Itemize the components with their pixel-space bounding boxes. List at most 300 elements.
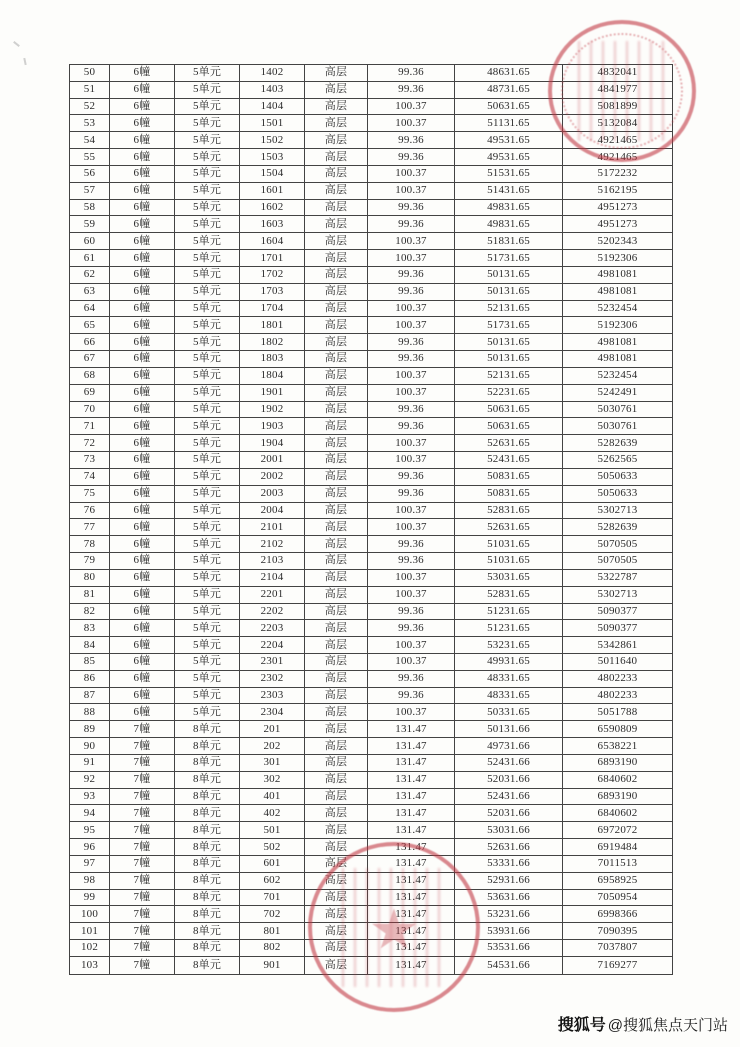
building-cell: 6幢 <box>110 149 175 166</box>
unit-cell: 5单元 <box>175 216 240 233</box>
building-cell: 6幢 <box>110 503 175 520</box>
type-cell: 高层 <box>305 385 368 402</box>
unit-price-cell: 49531.65 <box>455 132 563 149</box>
serial-cell: 100 <box>70 906 110 923</box>
room-cell: 1604 <box>240 233 305 250</box>
room-cell: 1701 <box>240 250 305 267</box>
building-cell: 6幢 <box>110 536 175 553</box>
type-cell: 高层 <box>305 822 368 839</box>
price-table-body <box>70 65 672 974</box>
area-cell: 100.37 <box>368 637 455 654</box>
serial-cell: 99 <box>70 890 110 907</box>
unit-price-cell: 52031.66 <box>455 805 563 822</box>
unit-price-cell: 51431.65 <box>455 183 563 200</box>
total-price-cell: 5192306 <box>563 250 672 267</box>
room-cell: 1504 <box>240 166 305 183</box>
type-cell: 高层 <box>305 200 368 217</box>
table-row <box>70 570 672 587</box>
area-cell: 99.36 <box>368 486 455 503</box>
unit-cell: 5单元 <box>175 418 240 435</box>
room-cell: 202 <box>240 738 305 755</box>
unit-price-cell: 48331.65 <box>455 688 563 705</box>
room-cell: 1601 <box>240 183 305 200</box>
total-price-cell: 5090377 <box>563 604 672 621</box>
type-cell: 高层 <box>305 536 368 553</box>
building-cell: 6幢 <box>110 115 175 132</box>
type-cell: 高层 <box>305 587 368 604</box>
type-cell: 高层 <box>305 166 368 183</box>
unit-price-cell: 51731.65 <box>455 250 563 267</box>
unit-cell: 5单元 <box>175 385 240 402</box>
area-cell: 131.47 <box>368 839 455 856</box>
unit-cell: 5单元 <box>175 82 240 99</box>
serial-cell: 73 <box>70 452 110 469</box>
unit-cell: 5单元 <box>175 65 240 82</box>
unit-price-cell: 53031.65 <box>455 570 563 587</box>
room-cell: 1902 <box>240 402 305 419</box>
unit-price-cell: 50631.65 <box>455 99 563 116</box>
table-row <box>70 82 672 99</box>
total-price-cell: 5262565 <box>563 452 672 469</box>
serial-cell: 87 <box>70 688 110 705</box>
serial-cell: 81 <box>70 587 110 604</box>
table-row <box>70 267 672 284</box>
area-cell: 99.36 <box>368 671 455 688</box>
unit-cell: 8单元 <box>175 839 240 856</box>
table-row <box>70 805 672 822</box>
room-cell: 1901 <box>240 385 305 402</box>
room-cell: 1501 <box>240 115 305 132</box>
building-cell: 7幢 <box>110 856 175 873</box>
building-cell: 6幢 <box>110 587 175 604</box>
room-cell: 1602 <box>240 200 305 217</box>
total-price-cell: 6840602 <box>563 772 672 789</box>
table-row <box>70 115 672 132</box>
unit-price-cell: 52931.66 <box>455 873 563 890</box>
unit-cell: 5单元 <box>175 284 240 301</box>
unit-price-cell: 50131.65 <box>455 284 563 301</box>
unit-cell: 8单元 <box>175 906 240 923</box>
unit-price-cell: 51231.65 <box>455 604 563 621</box>
room-cell: 301 <box>240 755 305 772</box>
room-cell: 201 <box>240 721 305 738</box>
building-cell: 6幢 <box>110 216 175 233</box>
building-cell: 7幢 <box>110 923 175 940</box>
unit-cell: 5单元 <box>175 688 240 705</box>
area-cell: 99.36 <box>368 402 455 419</box>
area-cell: 99.36 <box>368 82 455 99</box>
type-cell: 高层 <box>305 553 368 570</box>
table-row <box>70 604 672 621</box>
total-price-cell: 5232454 <box>563 368 672 385</box>
area-cell: 100.37 <box>368 233 455 250</box>
table-row <box>70 183 672 200</box>
unit-cell: 5单元 <box>175 435 240 452</box>
area-cell: 100.37 <box>368 301 455 318</box>
room-cell: 702 <box>240 906 305 923</box>
unit-cell: 5单元 <box>175 250 240 267</box>
unit-cell: 5单元 <box>175 637 240 654</box>
area-cell: 100.37 <box>368 115 455 132</box>
area-cell: 100.37 <box>368 570 455 587</box>
unit-cell: 5单元 <box>175 620 240 637</box>
total-price-cell: 4981081 <box>563 334 672 351</box>
area-cell: 99.36 <box>368 65 455 82</box>
total-price-cell: 5282639 <box>563 519 672 536</box>
serial-cell: 62 <box>70 267 110 284</box>
total-price-cell: 5030761 <box>563 418 672 435</box>
type-cell: 高层 <box>305 469 368 486</box>
room-cell: 2201 <box>240 587 305 604</box>
type-cell: 高层 <box>305 755 368 772</box>
type-cell: 高层 <box>305 301 368 318</box>
unit-price-cell: 50631.65 <box>455 402 563 419</box>
total-price-cell: 5172232 <box>563 166 672 183</box>
unit-cell: 8单元 <box>175 940 240 957</box>
table-row <box>70 200 672 217</box>
room-cell: 901 <box>240 957 305 974</box>
table-row <box>70 334 672 351</box>
table-row <box>70 957 672 974</box>
unit-cell: 8单元 <box>175 890 240 907</box>
total-price-cell: 4921465 <box>563 149 672 166</box>
area-cell: 99.36 <box>368 536 455 553</box>
building-cell: 7幢 <box>110 789 175 806</box>
unit-cell: 8单元 <box>175 755 240 772</box>
watermark-brand: 搜狐号 <box>557 1017 606 1034</box>
building-cell: 6幢 <box>110 368 175 385</box>
unit-price-cell: 53531.66 <box>455 940 563 957</box>
building-cell: 6幢 <box>110 553 175 570</box>
type-cell: 高层 <box>305 82 368 99</box>
total-price-cell: 4841977 <box>563 82 672 99</box>
unit-price-cell: 50331.65 <box>455 704 563 721</box>
unit-cell: 5单元 <box>175 536 240 553</box>
total-price-cell: 6893190 <box>563 755 672 772</box>
room-cell: 2302 <box>240 671 305 688</box>
unit-price-cell: 51231.65 <box>455 620 563 637</box>
watermark <box>558 1012 728 1035</box>
table-row <box>70 789 672 806</box>
table-row <box>70 233 672 250</box>
type-cell: 高层 <box>305 317 368 334</box>
room-cell: 2202 <box>240 604 305 621</box>
building-cell: 6幢 <box>110 334 175 351</box>
area-cell: 131.47 <box>368 890 455 907</box>
total-price-cell: 5342861 <box>563 637 672 654</box>
building-cell: 6幢 <box>110 65 175 82</box>
unit-price-cell: 50631.65 <box>455 418 563 435</box>
total-price-cell: 4981081 <box>563 351 672 368</box>
serial-cell: 83 <box>70 620 110 637</box>
unit-cell: 8单元 <box>175 738 240 755</box>
area-cell: 100.37 <box>368 704 455 721</box>
unit-price-cell: 49831.65 <box>455 216 563 233</box>
area-cell: 131.47 <box>368 873 455 890</box>
total-price-cell: 5070505 <box>563 536 672 553</box>
serial-cell: 74 <box>70 469 110 486</box>
table-row <box>70 688 672 705</box>
building-cell: 6幢 <box>110 570 175 587</box>
unit-cell: 5单元 <box>175 132 240 149</box>
area-cell: 100.37 <box>368 250 455 267</box>
type-cell: 高层 <box>305 351 368 368</box>
unit-cell: 5单元 <box>175 183 240 200</box>
unit-cell: 8单元 <box>175 923 240 940</box>
area-cell: 99.36 <box>368 620 455 637</box>
room-cell: 2203 <box>240 620 305 637</box>
room-cell: 2303 <box>240 688 305 705</box>
total-price-cell: 7050954 <box>563 890 672 907</box>
total-price-cell: 4802233 <box>563 688 672 705</box>
serial-cell: 93 <box>70 789 110 806</box>
total-price-cell: 4921465 <box>563 132 672 149</box>
building-cell: 7幢 <box>110 772 175 789</box>
room-cell: 701 <box>240 890 305 907</box>
serial-cell: 77 <box>70 519 110 536</box>
building-cell: 6幢 <box>110 402 175 419</box>
unit-price-cell: 52131.65 <box>455 301 563 318</box>
building-cell: 6幢 <box>110 233 175 250</box>
unit-cell: 5单元 <box>175 115 240 132</box>
serial-cell: 91 <box>70 755 110 772</box>
table-row <box>70 317 672 334</box>
scan-artifact <box>23 58 26 65</box>
total-price-cell: 5282639 <box>563 435 672 452</box>
area-cell: 131.47 <box>368 772 455 789</box>
unit-cell: 5单元 <box>175 166 240 183</box>
table-row <box>70 65 672 82</box>
type-cell: 高层 <box>305 503 368 520</box>
serial-cell: 57 <box>70 183 110 200</box>
serial-cell: 85 <box>70 654 110 671</box>
building-cell: 6幢 <box>110 418 175 435</box>
type-cell: 高层 <box>305 704 368 721</box>
unit-cell: 5单元 <box>175 486 240 503</box>
unit-cell: 8单元 <box>175 873 240 890</box>
area-cell: 131.47 <box>368 906 455 923</box>
type-cell: 高层 <box>305 805 368 822</box>
room-cell: 2101 <box>240 519 305 536</box>
table-row <box>70 856 672 873</box>
unit-price-cell: 48631.65 <box>455 65 563 82</box>
table-row <box>70 536 672 553</box>
table-row <box>70 671 672 688</box>
area-cell: 131.47 <box>368 822 455 839</box>
building-cell: 7幢 <box>110 822 175 839</box>
table-row <box>70 839 672 856</box>
building-cell: 6幢 <box>110 704 175 721</box>
table-row <box>70 940 672 957</box>
unit-cell: 5单元 <box>175 317 240 334</box>
total-price-cell: 6590809 <box>563 721 672 738</box>
building-cell: 7幢 <box>110 738 175 755</box>
area-cell: 100.37 <box>368 452 455 469</box>
room-cell: 1804 <box>240 368 305 385</box>
serial-cell: 53 <box>70 115 110 132</box>
building-cell: 7幢 <box>110 906 175 923</box>
type-cell: 高层 <box>305 654 368 671</box>
total-price-cell: 4981081 <box>563 267 672 284</box>
building-cell: 7幢 <box>110 839 175 856</box>
room-cell: 2001 <box>240 452 305 469</box>
table-row <box>70 755 672 772</box>
room-cell: 1703 <box>240 284 305 301</box>
total-price-cell: 6538221 <box>563 738 672 755</box>
type-cell: 高层 <box>305 637 368 654</box>
area-cell: 99.36 <box>368 553 455 570</box>
building-cell: 6幢 <box>110 183 175 200</box>
unit-price-cell: 52831.65 <box>455 587 563 604</box>
unit-price-cell: 51831.65 <box>455 233 563 250</box>
building-cell: 6幢 <box>110 301 175 318</box>
building-cell: 7幢 <box>110 755 175 772</box>
table-row <box>70 149 672 166</box>
table-row <box>70 906 672 923</box>
serial-cell: 59 <box>70 216 110 233</box>
unit-cell: 5单元 <box>175 452 240 469</box>
building-cell: 7幢 <box>110 873 175 890</box>
unit-price-cell: 52231.65 <box>455 385 563 402</box>
building-cell: 6幢 <box>110 435 175 452</box>
serial-cell: 84 <box>70 637 110 654</box>
total-price-cell: 4981081 <box>563 284 672 301</box>
unit-price-cell: 51031.65 <box>455 553 563 570</box>
unit-cell: 5单元 <box>175 200 240 217</box>
unit-price-cell: 54531.66 <box>455 957 563 974</box>
area-cell: 131.47 <box>368 721 455 738</box>
area-cell: 99.36 <box>368 351 455 368</box>
total-price-cell: 5051788 <box>563 704 672 721</box>
serial-cell: 101 <box>70 923 110 940</box>
unit-price-cell: 50831.65 <box>455 486 563 503</box>
unit-price-cell: 51131.65 <box>455 115 563 132</box>
unit-price-cell: 53031.66 <box>455 822 563 839</box>
building-cell: 6幢 <box>110 267 175 284</box>
unit-cell: 5单元 <box>175 519 240 536</box>
room-cell: 601 <box>240 856 305 873</box>
serial-cell: 54 <box>70 132 110 149</box>
unit-price-cell: 51731.65 <box>455 317 563 334</box>
total-price-cell: 5192306 <box>563 317 672 334</box>
type-cell: 高层 <box>305 671 368 688</box>
area-cell: 100.37 <box>368 435 455 452</box>
area-cell: 131.47 <box>368 957 455 974</box>
unit-price-cell: 51531.65 <box>455 166 563 183</box>
serial-cell: 76 <box>70 503 110 520</box>
building-cell: 6幢 <box>110 688 175 705</box>
table-row <box>70 351 672 368</box>
serial-cell: 103 <box>70 957 110 974</box>
total-price-cell: 5050633 <box>563 486 672 503</box>
unit-cell: 5单元 <box>175 654 240 671</box>
total-price-cell: 5081899 <box>563 99 672 116</box>
unit-price-cell: 52831.65 <box>455 503 563 520</box>
type-cell: 高层 <box>305 99 368 116</box>
type-cell: 高层 <box>305 738 368 755</box>
room-cell: 2102 <box>240 536 305 553</box>
area-cell: 99.36 <box>368 132 455 149</box>
room-cell: 2002 <box>240 469 305 486</box>
total-price-cell: 5162195 <box>563 183 672 200</box>
total-price-cell: 5242491 <box>563 385 672 402</box>
serial-cell: 60 <box>70 233 110 250</box>
unit-cell: 5单元 <box>175 334 240 351</box>
serial-cell: 97 <box>70 856 110 873</box>
serial-cell: 52 <box>70 99 110 116</box>
unit-cell: 5单元 <box>175 351 240 368</box>
unit-price-cell: 52431.66 <box>455 789 563 806</box>
building-cell: 7幢 <box>110 957 175 974</box>
room-cell: 1802 <box>240 334 305 351</box>
room-cell: 1403 <box>240 82 305 99</box>
room-cell: 402 <box>240 805 305 822</box>
room-cell: 1503 <box>240 149 305 166</box>
table-row <box>70 301 672 318</box>
type-cell: 高层 <box>305 115 368 132</box>
unit-cell: 5单元 <box>175 149 240 166</box>
serial-cell: 95 <box>70 822 110 839</box>
unit-price-cell: 50131.66 <box>455 721 563 738</box>
table-row <box>70 284 672 301</box>
type-cell: 高层 <box>305 183 368 200</box>
unit-price-cell: 52631.65 <box>455 435 563 452</box>
unit-price-cell: 52131.65 <box>455 368 563 385</box>
total-price-cell: 5070505 <box>563 553 672 570</box>
serial-cell: 67 <box>70 351 110 368</box>
type-cell: 高层 <box>305 688 368 705</box>
area-cell: 99.36 <box>368 688 455 705</box>
serial-cell: 78 <box>70 536 110 553</box>
unit-price-cell: 53331.66 <box>455 856 563 873</box>
area-cell: 99.36 <box>368 267 455 284</box>
type-cell: 高层 <box>305 620 368 637</box>
table-row <box>70 166 672 183</box>
type-cell: 高层 <box>305 873 368 890</box>
table-row <box>70 368 672 385</box>
serial-cell: 66 <box>70 334 110 351</box>
room-cell: 1402 <box>240 65 305 82</box>
serial-cell: 55 <box>70 149 110 166</box>
table-row <box>70 738 672 755</box>
room-cell: 2103 <box>240 553 305 570</box>
unit-price-cell: 50131.65 <box>455 267 563 284</box>
price-table <box>69 64 673 975</box>
serial-cell: 69 <box>70 385 110 402</box>
unit-price-cell: 48331.65 <box>455 671 563 688</box>
room-cell: 1404 <box>240 99 305 116</box>
unit-price-cell: 53631.66 <box>455 890 563 907</box>
type-cell: 高层 <box>305 890 368 907</box>
building-cell: 6幢 <box>110 250 175 267</box>
type-cell: 高层 <box>305 402 368 419</box>
unit-cell: 5单元 <box>175 671 240 688</box>
building-cell: 6幢 <box>110 132 175 149</box>
room-cell: 2304 <box>240 704 305 721</box>
total-price-cell: 7169277 <box>597 958 638 971</box>
serial-cell: 51 <box>70 82 110 99</box>
total-price-cell: 5030761 <box>563 402 672 419</box>
area-cell: 100.37 <box>368 317 455 334</box>
unit-cell: 5单元 <box>175 704 240 721</box>
serial-cell: 61 <box>70 250 110 267</box>
room-cell: 1803 <box>240 351 305 368</box>
room-cell: 801 <box>240 923 305 940</box>
area-cell: 100.37 <box>368 587 455 604</box>
area-cell: 99.36 <box>368 284 455 301</box>
total-price-cell: 5050633 <box>563 469 672 486</box>
total-price-cell: 5302713 <box>563 587 672 604</box>
